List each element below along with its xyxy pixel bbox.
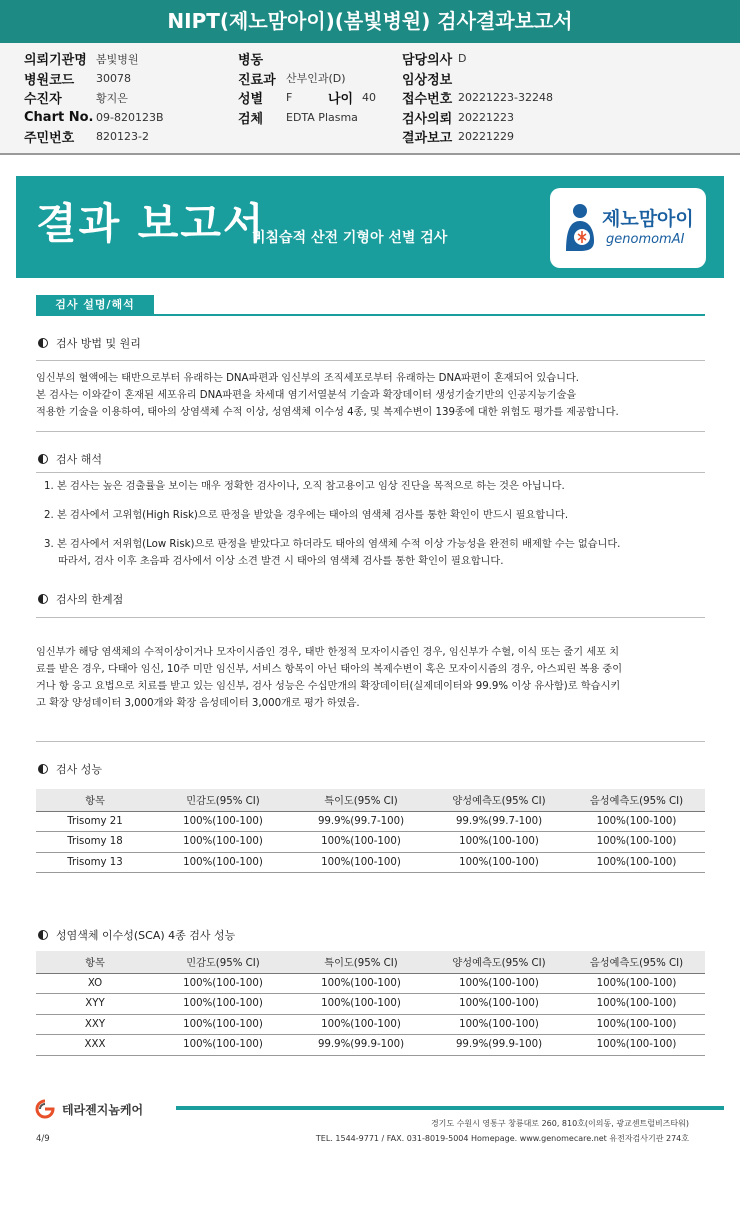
table-cell: 100%(100-100) xyxy=(430,832,568,853)
sca-heading xyxy=(38,927,235,943)
table-cell: 100%(100-100) xyxy=(154,811,292,832)
field-label: 의뢰기관명 xyxy=(24,53,87,69)
footer-address: 경기도 수원시 영통구 창룡대로 260, 810호(이의동, 광교센트럴비즈타워) xyxy=(430,1119,689,1128)
table-cell: 100%(100-100) xyxy=(292,832,430,853)
field-label: 수진자 xyxy=(24,92,62,108)
banner-title: 결과 보고서 xyxy=(36,199,266,248)
column-header: 민감도(95% CI) xyxy=(154,789,292,811)
field-value: 산부인과(D) xyxy=(286,72,346,86)
table-cell: 100%(100-100) xyxy=(568,973,705,994)
half-circle-icon xyxy=(38,764,48,774)
table-header-row xyxy=(36,789,705,811)
divider xyxy=(36,472,705,473)
divider xyxy=(36,617,705,618)
field-label: 검사의뢰 xyxy=(402,111,453,127)
divider xyxy=(36,431,705,432)
field-label: 병원코드 xyxy=(24,72,75,88)
limitations-paragraph xyxy=(36,644,622,712)
footer-company-name: 테라젠지놈케어 xyxy=(62,1102,144,1117)
text-line: 임신부가 해당 염색체의 수적이상이거나 모자이시즘인 경우, 태반 한정적 모자이시즘인 경우, 임신부가 수혈, 이식 또는 줄기 세포 치 xyxy=(36,647,620,658)
sca-table xyxy=(36,951,705,1056)
patient-info-panel xyxy=(0,43,740,155)
field-value: EDTA Plasma xyxy=(286,110,358,124)
table-cell: Trisomy 21 xyxy=(36,811,154,832)
table-cell: 100%(100-100) xyxy=(292,994,430,1015)
patient-info-col-1 xyxy=(24,49,164,147)
interpretation-item-2: 2. 본 검사에서 고위험(High Risk)으로 판정을 받았을 경우에는 태아의 염색체 검사를 통한 확인이 반드시 필요합니다. xyxy=(44,510,569,521)
half-circle-icon xyxy=(38,338,48,348)
footer-company-logo xyxy=(32,1099,143,1119)
table-cell: 100%(100-100) xyxy=(568,811,705,832)
table-cell: XXY xyxy=(36,1014,154,1035)
text-line: 본 검사는 이와같이 혼재된 세포유리 DNA파편을 차세대 염기서열분석 기술과 확장데이터 생성기술기반의 인공지능기술을 xyxy=(36,390,577,401)
half-circle-icon xyxy=(38,594,48,604)
limitations-heading-text: 검사의 한계점 xyxy=(56,593,124,606)
column-header: 특이도(95% CI) xyxy=(292,951,430,973)
table-cell: XO xyxy=(36,973,154,994)
section-divider xyxy=(36,314,705,316)
field-value: 30078 xyxy=(96,71,131,85)
table-row xyxy=(36,1035,705,1056)
field-label: 성별 xyxy=(238,92,264,108)
interpretation-item-3-cont: 따라서, 검사 이후 초음파 검사에서 이상 소견 발견 시 태아의 염색체 검사를 통한 확인이 필요합니다. xyxy=(58,556,504,567)
column-header: 민감도(95% CI) xyxy=(154,951,292,973)
result-banner xyxy=(16,176,724,278)
logo-wordmark: 제노맘아이 xyxy=(602,208,694,230)
table-cell: 100%(100-100) xyxy=(154,1035,292,1056)
field-label: 주민번호 xyxy=(24,131,75,147)
table-row xyxy=(36,811,705,832)
table-row xyxy=(36,973,705,994)
performance-heading xyxy=(38,761,102,777)
field-label: 진료과 xyxy=(238,72,276,88)
half-circle-icon xyxy=(38,930,48,940)
table-row xyxy=(36,994,705,1015)
table-cell: 100%(100-100) xyxy=(292,973,430,994)
theragen-g-icon xyxy=(32,1099,58,1119)
page-number: 4/9 xyxy=(36,1134,50,1144)
table-row xyxy=(36,832,705,853)
field-value: 봄빛병원 xyxy=(96,52,139,66)
table-cell: 100%(100-100) xyxy=(154,973,292,994)
table-cell: Trisomy 18 xyxy=(36,832,154,853)
table-cell: 100%(100-100) xyxy=(292,852,430,873)
field-label: 결과보고 xyxy=(402,131,453,147)
interpretation-item-3: 3. 본 검사에서 저위험(Low Risk)으로 판정을 받았다고 하더라도 태아의 염색체 수적 이상 가능성을 완전히 배제할 수는 없습니다. xyxy=(44,539,621,550)
table-row xyxy=(36,1014,705,1035)
field-label: 접수번호 xyxy=(402,92,453,108)
divider xyxy=(36,741,705,742)
table-cell: 100%(100-100) xyxy=(568,1035,705,1056)
field-value: F xyxy=(286,91,293,105)
field-label: Chart No. xyxy=(24,109,94,125)
table-cell: 99.9%(99.9-100) xyxy=(292,1035,430,1056)
method-heading-text: 검사 방법 및 원리 xyxy=(56,337,141,350)
table-cell: XYY xyxy=(36,994,154,1015)
footer-contact: TEL. 1544-9771 / FAX. 031-8019-5004 Homepage. www.genomecare.net 유전자검사기관 274호 xyxy=(315,1134,689,1143)
field-label: 병동 xyxy=(238,53,264,69)
report-title-bar xyxy=(0,0,740,43)
field-label-age: 나이 xyxy=(328,92,354,108)
table-cell: 99.9%(99.7-100) xyxy=(430,811,568,832)
table-cell: 100%(100-100) xyxy=(154,1014,292,1035)
banner-subtitle: 비침습적 산전 기형아 선별 검사 xyxy=(252,230,448,246)
field-label: 임상정보 xyxy=(402,72,453,88)
field-value: 20221223-32248 xyxy=(458,91,553,105)
footer-divider xyxy=(176,1106,724,1110)
patient-info-col-2 xyxy=(238,49,376,127)
field-label: 담당의사 xyxy=(402,53,453,69)
method-heading xyxy=(38,335,141,351)
table-cell: 99.9%(99.7-100) xyxy=(292,811,430,832)
table-cell: 100%(100-100) xyxy=(154,832,292,853)
field-value: 20221223 xyxy=(458,110,514,124)
mother-baby-icon xyxy=(560,201,600,255)
half-circle-icon xyxy=(38,454,48,464)
logo-tagline: genomomAI xyxy=(606,232,685,247)
text-line: 고 확장 양성데이터 3,000개와 확장 음성데이터 3,000개로 평가 하였음. xyxy=(36,698,360,709)
table-cell: 100%(100-100) xyxy=(154,994,292,1015)
genomom-logo xyxy=(550,188,706,268)
column-header: 항목 xyxy=(36,789,154,811)
text-line: 료를 받은 경우, 다태아 임신, 10주 미만 임신부, 서비스 항목이 아닌 태아의 복제수변이 혹은 모자이시즘의 경우, 아스피린 복용 중이 xyxy=(36,664,623,675)
column-header: 음성예측도(95% CI) xyxy=(568,789,705,811)
field-label: 검체 xyxy=(238,111,264,127)
sca-heading-text: 성염색체 이수성(SCA) 4종 검사 성능 xyxy=(56,929,236,942)
table-cell: 100%(100-100) xyxy=(568,832,705,853)
section-tab: 검사 설명/해석 xyxy=(36,295,154,315)
table-cell: 100%(100-100) xyxy=(430,994,568,1015)
patient-info-col-3 xyxy=(402,49,553,147)
field-value: D xyxy=(458,52,467,66)
column-header: 양성예측도(95% CI) xyxy=(430,951,568,973)
table-cell: XXX xyxy=(36,1035,154,1056)
limitations-heading xyxy=(38,591,123,607)
table-cell: 100%(100-100) xyxy=(430,852,568,873)
interpretation-heading xyxy=(38,451,102,467)
divider xyxy=(36,360,705,361)
interpretation-heading-text: 검사 해석 xyxy=(56,453,103,466)
table-cell: 100%(100-100) xyxy=(568,1014,705,1035)
table-cell: 99.9%(99.9-100) xyxy=(430,1035,568,1056)
table-cell: 100%(100-100) xyxy=(568,994,705,1015)
table-cell: 100%(100-100) xyxy=(430,973,568,994)
performance-table xyxy=(36,789,705,873)
table-cell: 100%(100-100) xyxy=(154,852,292,873)
field-value: 09-820123B xyxy=(96,110,164,124)
text-line: 임신부의 혈액에는 태반으로부터 유래하는 DNA파편과 임신부의 조직세포로부터 유래하는 DNA파편이 혼재되어 있습니다. xyxy=(36,373,580,384)
method-paragraph xyxy=(36,370,619,421)
column-header: 특이도(95% CI) xyxy=(292,789,430,811)
table-cell: Trisomy 13 xyxy=(36,852,154,873)
text-line: 적용한 기술을 이용하여, 태아의 상염색체 수적 이상, 성염색체 이수성 4종, 및 복제수변이 139종에 대한 위험도 평가를 제공합니다. xyxy=(36,407,619,418)
table-cell: 100%(100-100) xyxy=(292,1014,430,1035)
field-value-age: 40 xyxy=(362,91,376,105)
report-title: NIPT(제노맘아이)(봄빛병원) 검사결과보고서 xyxy=(167,9,573,33)
text-line: 거나 항 응고 요법으로 치료를 받고 있는 임신부, 검사 성능은 수십만개의 확장데이터(실제데이터와 99.9% 이상 유사함)로 학습시키 xyxy=(36,681,621,692)
column-header: 양성예측도(95% CI) xyxy=(430,789,568,811)
field-value: 820123-2 xyxy=(96,130,149,144)
table-cell: 100%(100-100) xyxy=(430,1014,568,1035)
field-value: 20221229 xyxy=(458,130,514,144)
column-header: 항목 xyxy=(36,951,154,973)
interpretation-item-1: 1. 본 검사는 높은 검출률을 보이는 매우 정확한 검사이나, 오직 참고용이고 임상 진단을 목적으로 하는 것은 아닙니다. xyxy=(44,481,565,492)
field-value: 황지은 xyxy=(96,91,128,105)
table-cell: 100%(100-100) xyxy=(568,852,705,873)
table-header-row xyxy=(36,951,705,973)
table-row xyxy=(36,852,705,873)
column-header: 음성예측도(95% CI) xyxy=(568,951,705,973)
performance-heading-text: 검사 성능 xyxy=(56,763,103,776)
